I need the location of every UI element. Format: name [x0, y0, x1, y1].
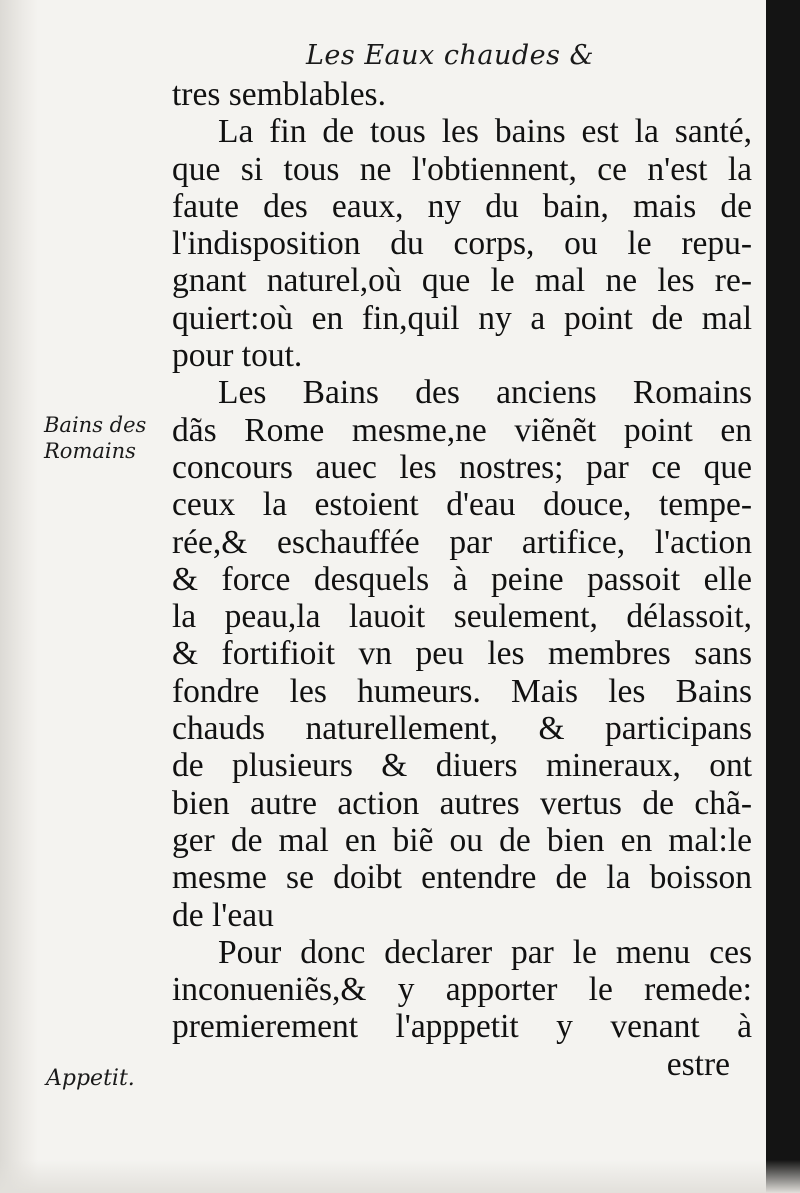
text-line: bien autre action autres vertus de chã-	[172, 784, 752, 822]
text-line: inconueniẽs,& y apporter le remede:	[172, 971, 752, 1009]
text-line: de plusieurs & diuers mineraux, ont	[172, 747, 752, 785]
text-line: rée,& eschauffée par artifice, l'action	[172, 523, 752, 561]
margin-note-line: Bains des	[44, 413, 147, 437]
text-line: fondre les humeurs. Mais les Bains	[172, 672, 752, 710]
text-line: & fortifioit vn peu les membres sans	[172, 635, 752, 673]
text-line: que si tous ne l'obtiennent, ce n'est la	[172, 150, 752, 188]
text-line: chauds naturellement, & participans	[172, 710, 752, 748]
text-line: premierement l'apppetit y venant à	[172, 1008, 752, 1046]
margin-note-line: Romains	[44, 439, 136, 463]
text-line: pour tout.	[172, 337, 303, 375]
text-line: la peau,la lauoit seulement, délassoit,	[172, 598, 752, 636]
text-line: dãs Rome mesme,ne viẽnẽt point en	[172, 411, 752, 449]
running-head: Les Eaux chaudes &	[306, 40, 595, 71]
text-line: mesme se doibt entendre de la boisson	[172, 859, 752, 897]
text-line: Les Bains des anciens Romains	[218, 374, 752, 412]
margin-note-bains-des-romains	[44, 412, 146, 464]
margin-note-appetit: Appetit.	[46, 1066, 135, 1091]
text-line: La fin de tous les bains est la santé,	[218, 113, 752, 151]
text-line: ceux la estoient d'eau douce, tempe-	[172, 486, 752, 524]
text-line: l'indisposition du corps, ou le repu-	[172, 225, 752, 263]
text-line: quiert:où en fin,quil ny a point de mal	[172, 299, 752, 337]
text-line: faute des eaux, ny du bain, mais de	[172, 187, 752, 225]
page-edge-dark	[766, 0, 800, 1193]
text-line: de l'eau	[172, 896, 274, 934]
text-line: Pour donc declarer par le menu ces	[218, 933, 752, 971]
text-line: concours auec les nostres; par ce que	[172, 448, 752, 486]
text-line: gnant naturel,où que le mal ne les re-	[172, 262, 752, 300]
catchword: estre	[666, 1045, 730, 1083]
text-line: tres semblables.	[172, 76, 386, 113]
binding-shadow	[0, 0, 38, 1193]
page-bottom-shade	[0, 1160, 800, 1193]
body-text	[172, 76, 752, 1083]
text-line: & force desquels à peine passoit elle	[172, 560, 752, 598]
text-line: ger de mal en biẽ ou de bien en mal:le	[172, 821, 752, 859]
